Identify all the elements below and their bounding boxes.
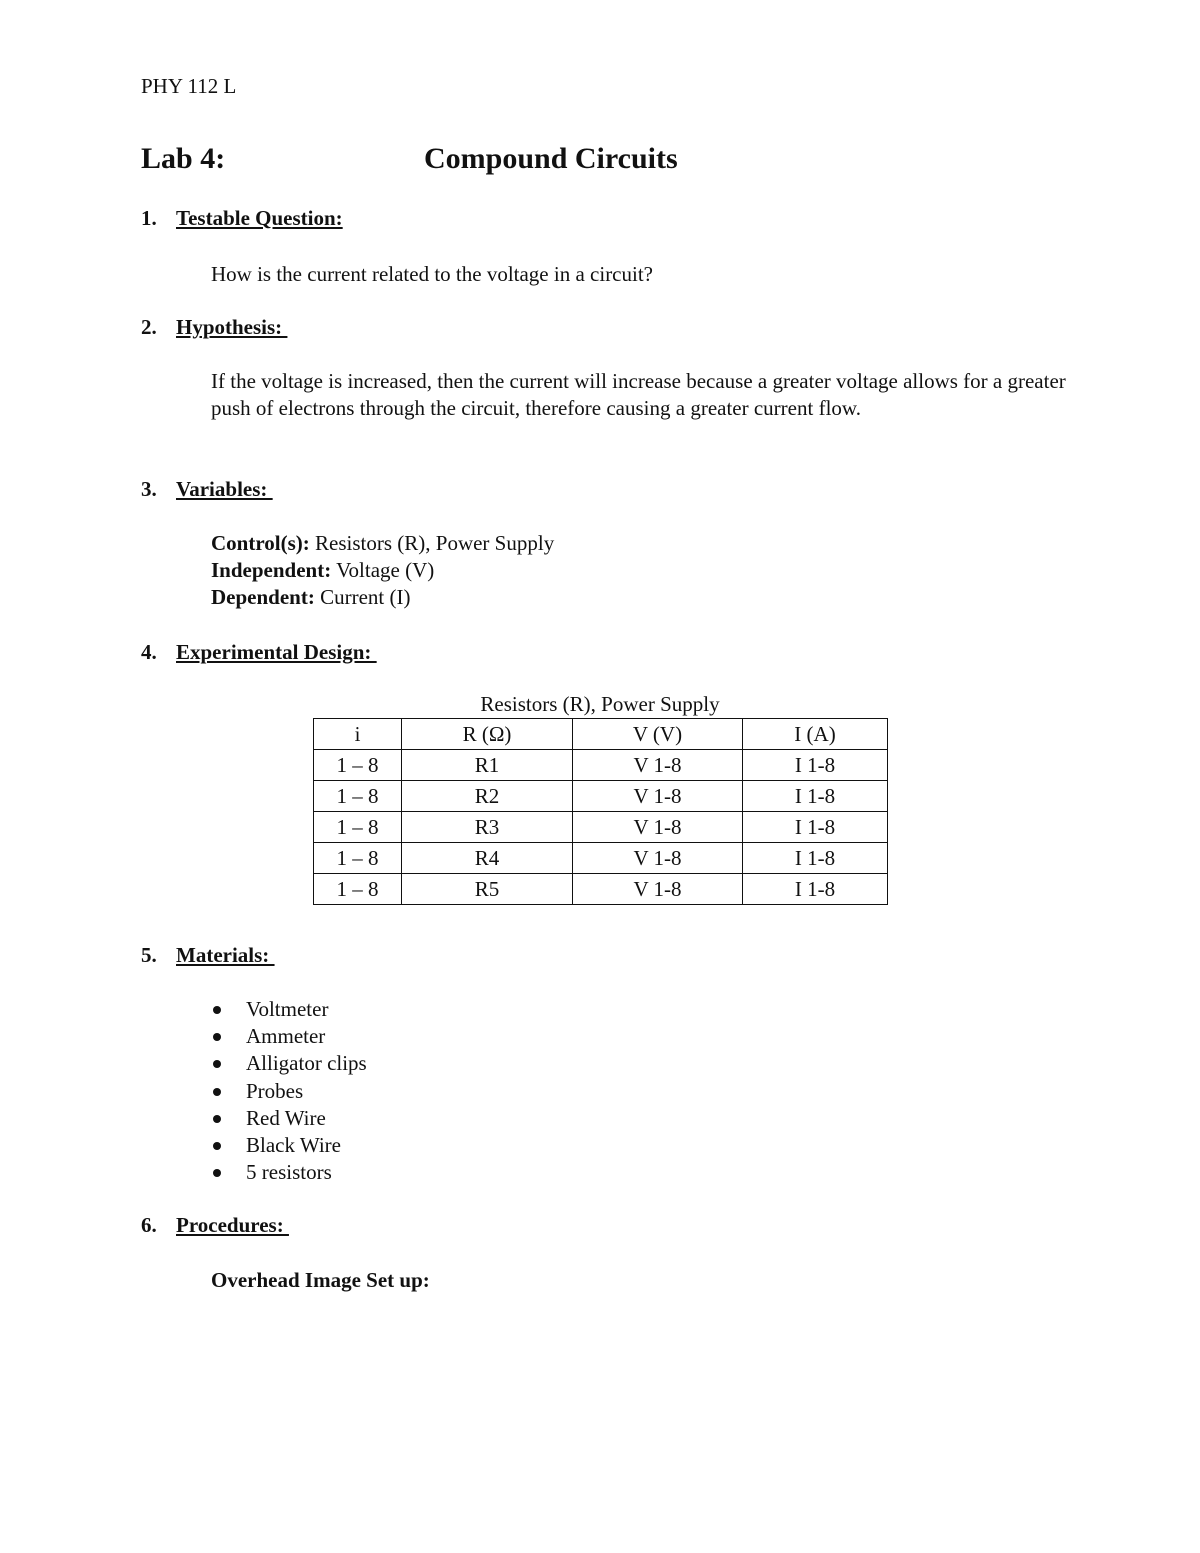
experimental-design-table — [313, 718, 888, 905]
section-heading-hypothesis — [141, 315, 287, 340]
lab-title: Compound Circuits — [424, 142, 678, 175]
variable-control-label: Control(s): — [211, 531, 310, 555]
table-header-cell: V (V) — [573, 719, 743, 750]
section-number: 1. — [141, 206, 157, 230]
table-row — [314, 781, 888, 812]
section-label: Variables: — [176, 477, 273, 501]
table-cell: 1 – 8 — [314, 874, 402, 905]
bullet-icon — [213, 1006, 221, 1014]
section-heading-procedures — [141, 1213, 289, 1238]
table-row — [314, 874, 888, 905]
variable-control — [211, 531, 554, 556]
variable-dependent-value: Current (I) — [314, 585, 411, 609]
testable-question-text: How is the current related to the voltage in a circuit? — [211, 262, 653, 286]
variable-dependent-label: Dependent: — [211, 585, 315, 609]
table-cell: R4 — [402, 843, 573, 874]
table-cell: V 1-8 — [573, 781, 743, 812]
list-item — [211, 1105, 367, 1132]
section-label: Testable Question: — [176, 206, 343, 230]
list-item — [211, 1050, 367, 1077]
section-label: Materials: — [176, 943, 275, 967]
table-cell: R3 — [402, 812, 573, 843]
table-cell: I 1-8 — [743, 750, 888, 781]
variable-independent — [211, 558, 434, 583]
variable-control-value: Resistors (R), Power Supply — [309, 531, 555, 555]
section-label: Experimental Design: — [176, 640, 377, 664]
table-cell: V 1-8 — [573, 874, 743, 905]
table-cell: I 1-8 — [743, 874, 888, 905]
section-heading-materials — [141, 943, 275, 968]
list-item-label: 5 resistors — [246, 1160, 332, 1185]
table-cell: R1 — [402, 750, 573, 781]
table-row — [314, 750, 888, 781]
table-cell: 1 – 8 — [314, 781, 402, 812]
variable-independent-label: Independent: — [211, 558, 332, 582]
hypothesis-text: If the voltage is increased, then the current will increase because a greater voltage allows for a greater push of electrons through the circuit, therefore causing a greater current flow. — [211, 369, 1066, 420]
list-item-label: Voltmeter — [246, 997, 329, 1021]
list-item — [211, 996, 367, 1023]
list-item-label: Alligator clips — [246, 1051, 367, 1076]
procedures-subheading: Overhead Image Set up: — [211, 1268, 430, 1292]
table-header-cell: R (Ω) — [402, 719, 573, 750]
page-title — [141, 142, 841, 182]
list-item-label: Probes — [246, 1078, 304, 1103]
table-header-cell: i — [314, 719, 402, 750]
table-header-cell: I (A) — [743, 719, 888, 750]
table-caption: Resistors (R), Power Supply — [480, 692, 720, 716]
list-item-label: Red Wire — [246, 1105, 326, 1130]
bullet-icon — [213, 1169, 221, 1177]
table-cell: 1 – 8 — [314, 812, 402, 843]
table-row — [314, 843, 888, 874]
bullet-icon — [213, 1033, 221, 1041]
section-label: Procedures: — [176, 1213, 289, 1237]
materials-list — [211, 996, 367, 1186]
bullet-icon — [213, 1142, 221, 1150]
section-number: 2. — [141, 315, 157, 339]
table-cell: R5 — [402, 874, 573, 905]
section-heading-testable-question — [141, 206, 343, 231]
bullet-icon — [213, 1060, 221, 1068]
section-number: 4. — [141, 640, 157, 664]
list-item — [211, 1078, 367, 1105]
section-number: 3. — [141, 477, 157, 501]
bullet-icon — [213, 1088, 221, 1096]
section-number: 6. — [141, 1213, 157, 1237]
variable-dependent — [211, 585, 410, 610]
table-cell: I 1-8 — [743, 843, 888, 874]
list-item — [211, 1132, 367, 1159]
list-item — [211, 1023, 367, 1050]
table-cell: V 1-8 — [573, 843, 743, 874]
lab-number: Lab 4: — [141, 142, 226, 175]
section-heading-experimental-design — [141, 640, 377, 665]
list-item — [211, 1159, 367, 1186]
section-number: 5. — [141, 943, 157, 967]
table-header-row — [314, 719, 888, 750]
table-cell: V 1-8 — [573, 812, 743, 843]
table-row — [314, 812, 888, 843]
course-code: PHY 112 L — [141, 74, 237, 98]
table-cell: I 1-8 — [743, 781, 888, 812]
variable-independent-value: Voltage (V) — [331, 558, 435, 582]
table-cell: I 1-8 — [743, 812, 888, 843]
list-item-label: Ammeter — [246, 1024, 326, 1049]
table-cell: R2 — [402, 781, 573, 812]
table-cell: 1 – 8 — [314, 843, 402, 874]
section-label: Hypothesis: — [176, 315, 288, 339]
table-cell: V 1-8 — [573, 750, 743, 781]
bullet-icon — [213, 1115, 221, 1123]
list-item-label: Black Wire — [246, 1132, 341, 1157]
section-heading-variables — [141, 477, 273, 502]
table-cell: 1 – 8 — [314, 750, 402, 781]
